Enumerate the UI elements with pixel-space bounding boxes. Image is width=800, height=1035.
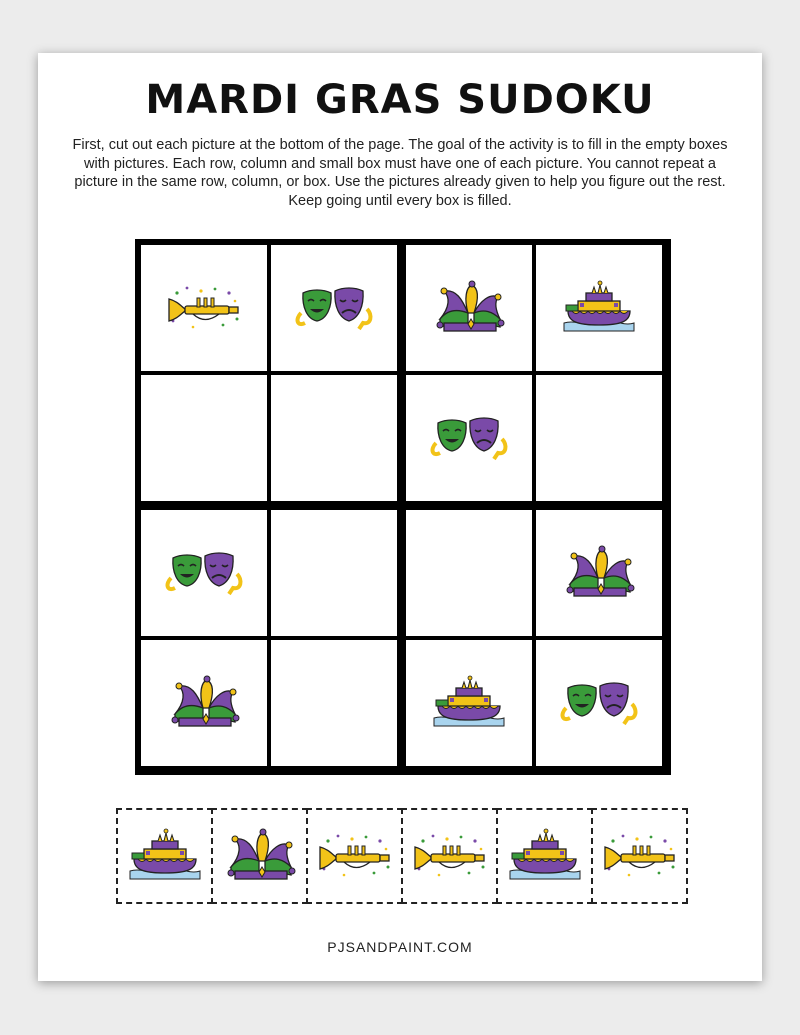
jester-hat-icon bbox=[219, 827, 301, 885]
grid-cell[interactable] bbox=[406, 510, 532, 636]
masks-icon bbox=[293, 279, 375, 337]
grid-cell bbox=[141, 245, 267, 371]
grid-cell bbox=[141, 510, 267, 636]
jester-hat-icon bbox=[163, 674, 245, 732]
masks-icon bbox=[163, 544, 245, 602]
grid-cell[interactable] bbox=[536, 375, 662, 501]
grid-cell bbox=[141, 640, 267, 766]
grid-cell bbox=[536, 640, 662, 766]
cutout-card[interactable] bbox=[306, 808, 403, 904]
trumpet-icon bbox=[314, 827, 396, 885]
float-icon bbox=[558, 279, 640, 337]
masks-icon bbox=[558, 674, 640, 732]
grid-cell[interactable] bbox=[271, 640, 397, 766]
page-title: MARDI GRAS SUDOKU bbox=[145, 77, 655, 123]
jester-hat-icon bbox=[428, 279, 510, 337]
grid-cell[interactable] bbox=[271, 510, 397, 636]
trumpet-icon bbox=[599, 827, 681, 885]
grid-cell bbox=[536, 510, 662, 636]
trumpet-icon bbox=[409, 827, 491, 885]
cutout-strip bbox=[116, 808, 698, 904]
grid-cell[interactable] bbox=[141, 375, 267, 501]
jester-hat-icon bbox=[558, 544, 640, 602]
cutout-card[interactable] bbox=[116, 808, 213, 904]
grid-cell bbox=[406, 245, 532, 371]
masks-icon bbox=[428, 409, 510, 467]
grid-cell bbox=[406, 640, 532, 766]
cutout-card[interactable] bbox=[401, 808, 498, 904]
float-icon bbox=[428, 674, 510, 732]
cutout-card[interactable] bbox=[591, 808, 688, 904]
float-icon bbox=[504, 827, 586, 885]
sudoku-grid bbox=[135, 239, 671, 775]
grid-cell bbox=[536, 245, 662, 371]
instructions-text: First, cut out each picture at the bottom of the page. The goal of the activity is to fill in the empty boxes with pictures. Each row, column and small box must have one of each picture. You cannot repeat a picture in the same row, column, or box. Use the pictures already given to help you figure out the rest. Keep going until every box is filled. bbox=[72, 137, 728, 209]
cutout-card[interactable] bbox=[211, 808, 308, 904]
cutout-card[interactable] bbox=[496, 808, 593, 904]
grid-cell bbox=[271, 245, 397, 371]
site-footer: PJSANDPAINT.COM bbox=[327, 939, 473, 955]
worksheet-page bbox=[38, 53, 762, 981]
grid-cell bbox=[406, 375, 532, 501]
grid-cell[interactable] bbox=[271, 375, 397, 501]
float-icon bbox=[124, 827, 206, 885]
trumpet-icon bbox=[163, 279, 245, 337]
